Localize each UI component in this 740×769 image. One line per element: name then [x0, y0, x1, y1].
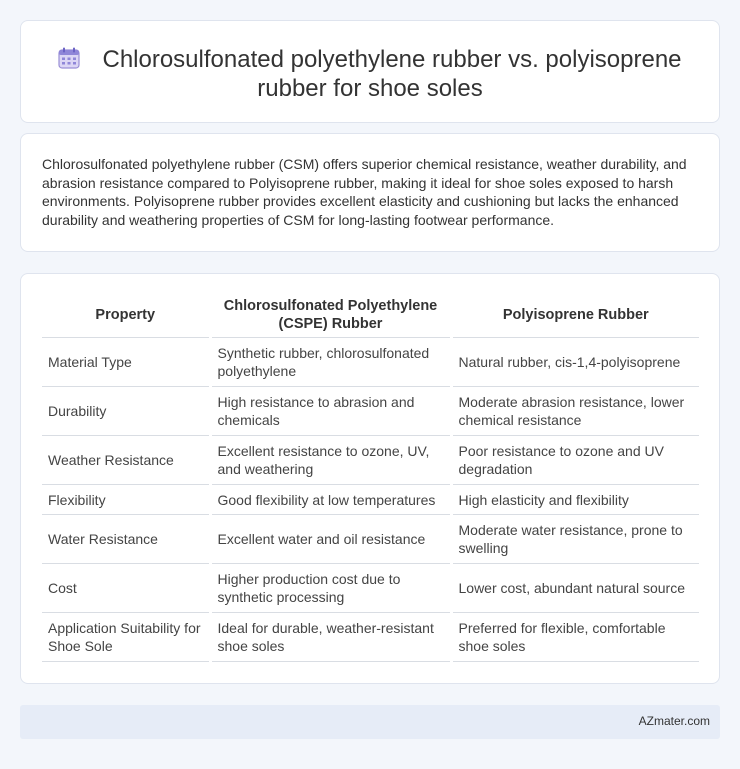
table-row — [42, 387, 699, 436]
property-cell: Water Resistance — [42, 515, 210, 564]
cspe-cell: Higher production cost due to synthetic processing — [210, 564, 451, 613]
table-row — [42, 485, 699, 515]
polyisoprene-cell: High elasticity and flexibility — [451, 485, 699, 515]
calendar-icon — [58, 47, 80, 69]
cspe-cell: High resistance to abrasion and chemicals — [210, 387, 451, 436]
property-cell: Material Type — [42, 338, 210, 387]
property-cell: Durability — [42, 387, 210, 436]
property-cell: Weather Resistance — [42, 436, 210, 485]
column-header-property: Property — [42, 295, 210, 338]
table-row — [42, 436, 699, 485]
comparison-table-card — [20, 273, 720, 684]
column-header-cspe: Chlorosulfonated Polyethylene (CSPE) Rubber — [210, 295, 451, 338]
summary-text: Chlorosulfonated polyethylene rubber (CSM) offers superior chemical resistance, weather durability, and abrasion resistance compared to Polyisoprene rubber, making it ideal for shoe soles exposed to harsh environments. Polyisoprene rubber provides excellent elasticity and cushioning but lacks the enhanced durability and weathering properties of CSM for long-lasting footwear performance. — [42, 156, 687, 228]
table-row — [42, 338, 699, 387]
cspe-cell: Excellent water and oil resistance — [210, 515, 451, 564]
polyisoprene-cell: Moderate water resistance, prone to swelling — [451, 515, 699, 564]
table-row — [42, 613, 699, 662]
footer-bar — [20, 705, 720, 739]
cspe-cell: Ideal for durable, weather-resistant shoe soles — [210, 613, 451, 662]
page-title: Chlorosulfonated polyethylene rubber vs. polyisoprene rubber for shoe soles — [102, 46, 682, 102]
footer-brand: AZmater.com — [638, 714, 710, 728]
cspe-cell: Synthetic rubber, chlorosulfonated polyethylene — [210, 338, 451, 387]
polyisoprene-cell: Natural rubber, cis-1,4-polyisoprene — [451, 338, 699, 387]
property-cell: Application Suitability for Shoe Sole — [42, 613, 210, 662]
polyisoprene-cell: Poor resistance to ozone and UV degradation — [451, 436, 699, 485]
summary-card — [20, 133, 720, 252]
polyisoprene-cell: Moderate abrasion resistance, lower chemical resistance — [451, 387, 699, 436]
title-card — [20, 20, 720, 123]
comparison-table — [42, 295, 699, 662]
table-header-row — [42, 295, 699, 338]
table-row — [42, 564, 699, 613]
cspe-cell: Excellent resistance to ozone, UV, and weathering — [210, 436, 451, 485]
polyisoprene-cell: Lower cost, abundant natural source — [451, 564, 699, 613]
column-header-polyisoprene: Polyisoprene Rubber — [451, 295, 699, 338]
page-title-container — [21, 45, 719, 103]
polyisoprene-cell: Preferred for flexible, comfortable shoe soles — [451, 613, 699, 662]
cspe-cell: Good flexibility at low temperatures — [210, 485, 451, 515]
property-cell: Flexibility — [42, 485, 210, 515]
table-row — [42, 515, 699, 564]
property-cell: Cost — [42, 564, 210, 613]
